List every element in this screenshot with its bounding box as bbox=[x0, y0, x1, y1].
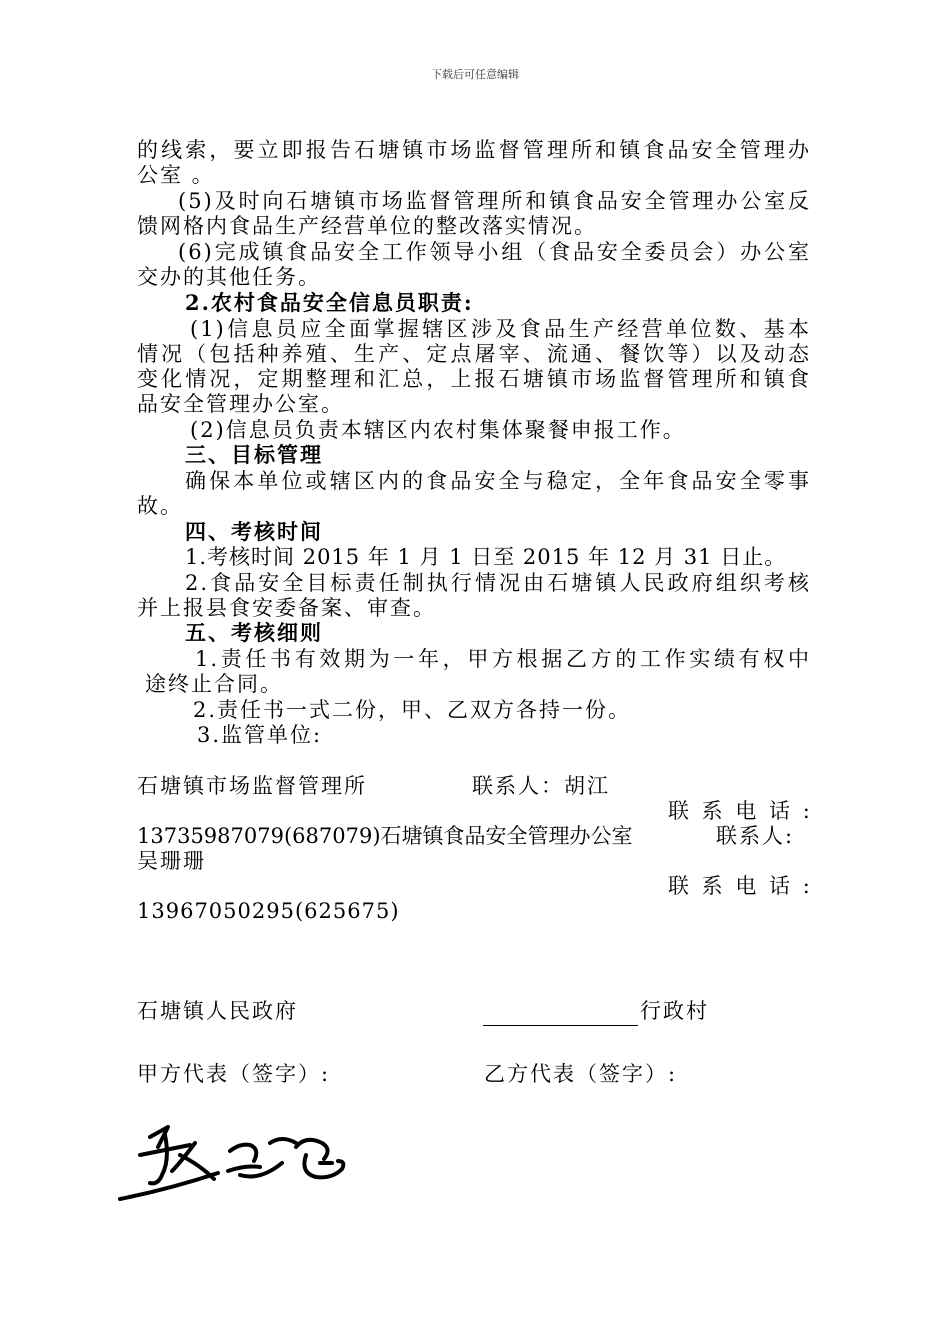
text-line: 并上报县食安委备案、审查。 bbox=[137, 596, 436, 620]
contact-person-2-label: 联系人: bbox=[716, 824, 795, 848]
text-line: 变化情况，定期整理和汇总，上报石塘镇市场监督管理所和镇食 bbox=[137, 367, 811, 391]
text-line: 途终止合同。 bbox=[145, 672, 283, 696]
text-line: 公室 。 bbox=[137, 163, 215, 187]
phone-2: 13967050295(625675) bbox=[137, 899, 400, 923]
text-line: 2.责任书一式二份，甲、乙双方各持一份。 bbox=[193, 698, 632, 722]
text-line: 的线索，要立即报告石塘镇市场监督管理所和镇食品安全管理办 bbox=[137, 138, 811, 162]
text-line: (1)信息员应全面掌握辖区涉及食品生产经营单位数、基本 bbox=[190, 317, 811, 341]
village-name-blank bbox=[483, 1004, 638, 1026]
phone-label-1: 联 系 电 话 : bbox=[668, 799, 813, 823]
text-line: 馈网格内食品生产经营单位的整改落实情况。 bbox=[137, 214, 597, 238]
section-heading: 四、考核时间 bbox=[185, 519, 323, 544]
party-a-org: 石塘镇人民政府 bbox=[137, 999, 298, 1023]
section-heading: 2.农村食品安全信息员职责: bbox=[185, 290, 474, 315]
text-line: 确保本单位或辖区内的食品安全与稳定，全年食品安全零事 bbox=[185, 469, 811, 493]
text-line: 品安全管理办公室。 bbox=[137, 392, 344, 416]
text-line: 故。 bbox=[137, 494, 183, 518]
handwritten-signature bbox=[110, 1115, 380, 1215]
contact-person-1: 联系人：胡江 bbox=[472, 774, 610, 798]
text-line: (6)完成镇食品安全工作领导小组（食品安全委员会）办公室 bbox=[178, 240, 811, 264]
text-line: 2.食品安全目标责任制执行情况由石塘镇人民政府组织考核 bbox=[185, 571, 811, 595]
party-b-representative: 乙方代表（签字）: bbox=[484, 1062, 678, 1086]
party-b-org-suffix: 行政村 bbox=[640, 999, 709, 1023]
section-heading: 三、目标管理 bbox=[185, 442, 323, 467]
section-heading: 五、考核细则 bbox=[185, 620, 323, 645]
text-line: (2)信息员负责本辖区内农村集体聚餐申报工作。 bbox=[190, 418, 686, 442]
text-line: 交办的其他任务。 bbox=[137, 265, 321, 289]
phone-1-and-org-2: 13735987079(687079)石塘镇食品安全管理办公室 bbox=[137, 824, 633, 848]
text-line: 1.考核时间 2015 年 1 月 1 日至 2015 年 12 月 31 日止。 bbox=[185, 545, 787, 569]
text-line: (5)及时向石塘镇市场监督管理所和镇食品安全管理办公室反 bbox=[178, 189, 811, 213]
phone-label-2: 联 系 电 话 : bbox=[668, 874, 813, 898]
text-line: 1.责任书有效期为一年，甲方根据乙方的工作实绩有权中 bbox=[195, 647, 811, 671]
text-line: 3.监管单位: bbox=[197, 723, 323, 747]
header-note: 下载后可任意编辑 bbox=[431, 68, 519, 81]
contact-person-2-name: 吴珊珊 bbox=[137, 849, 206, 873]
text-line: 情况（包括种养殖、生产、定点屠宰、流通、餐饮等）以及动态 bbox=[137, 342, 811, 366]
org-market-supervision: 石塘镇市场监督管理所 bbox=[137, 774, 367, 798]
party-a-representative: 甲方代表（签字）: bbox=[137, 1062, 331, 1086]
